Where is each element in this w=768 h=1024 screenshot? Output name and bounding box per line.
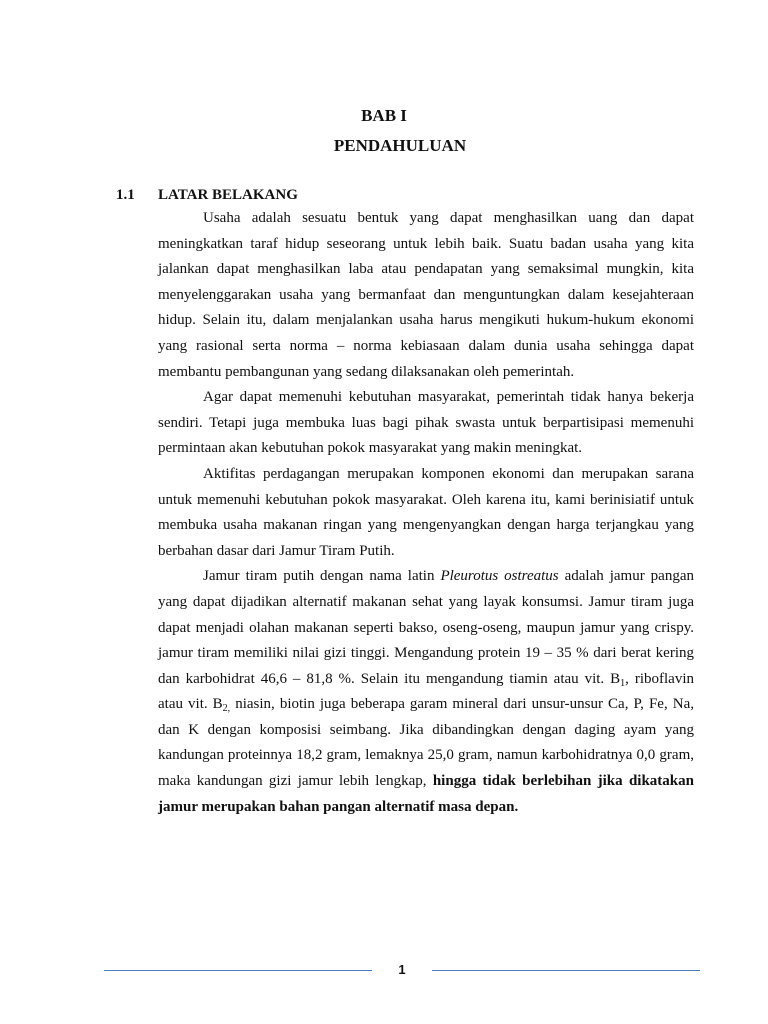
paragraph-2: Agar dapat memenuhi kebutuhan masyarakat, pemerintah tidak hanya bekerja sendiri. Tetapi juga membuka luas bagi pihak swasta untuk berpartisipasi memenuhi permintaan akan kebutuhan pokok masyarakat yang makin meningkat. bbox=[158, 389, 694, 457]
paragraph-4-text-3: , riboflavin atau vit. B bbox=[158, 670, 694, 713]
section-number: 1.1 bbox=[116, 187, 135, 203]
paragraph-4-text-4: niasin, biotin juga beberapa garam mineral dari unsur-unsur Ca, P, Fe, Na, dan K dengan komposisi seimbang. Jika dibandingkan dengan daging ayam yang kandungan proteinnya 18,2 gram, lemaknya 25,0 gram, namun karbohidratnya 0,0 gram, maka kandungan gizi jamur lebih lengkap, bbox=[158, 696, 694, 790]
chapter-label: BAB I bbox=[361, 106, 407, 125]
paragraph-4 bbox=[158, 564, 694, 820]
page-number: 1 bbox=[398, 962, 406, 977]
paragraph-1: Usaha adalah sesuatu bentuk yang dapat menghasilkan uang dan dapat meningkatkan taraf hidup seseorang untuk lebih baik. Suatu badan usaha yang kita jalankan dapat menghasilkan laba atau pendapatan yang semaksimal mungkin, kita menyelenggarakan usaha yang bermanfaat dan menguntungkan dalam kesejahteraan hidup. Selain itu, dalam menjalankan usaha harus mengikuti hukum-hukum ekonomi yang rasional serta norma – norma kebiasaan dalam dunia usaha sehingga dapat membantu pembangunan yang sedang dilaksanakan oleh pemerintah. bbox=[158, 210, 694, 380]
chapter-title: PENDAHULUAN bbox=[333, 136, 467, 155]
subscript-1: 1 bbox=[620, 677, 626, 689]
footer-rule-right bbox=[432, 970, 700, 971]
section-title: LATAR BELAKANG bbox=[158, 187, 298, 203]
body-text bbox=[158, 206, 694, 820]
paragraph-4-text-1: Jamur tiram putih dengan nama latin bbox=[203, 568, 441, 585]
paragraph-4-text-2: adalah jamur pangan yang dapat dijadikan alternatif makanan sehat yang layak konsumsi. Jamur tiram juga dapat menjadi olahan makanan seperti bakso, oseng-oseng, maupun jamur yang crispy. jamur tiram memiliki nilai gizi tinggi. Mengandung protein 19 – 35 % dari berat kering dan karbohidrat 46,6 – 81,8 %. Selain itu mengandung tiamin atau vit. B bbox=[158, 568, 694, 687]
paragraph-4-bold-text: hingga tidak berlebihan jika dikatakan jamur merupakan bahan pangan alternatif masa depan. bbox=[158, 773, 694, 815]
latin-name: Pleurotus ostreatus bbox=[440, 568, 559, 585]
footer-rule-left bbox=[104, 970, 372, 971]
subscript-2: 2, bbox=[222, 703, 231, 715]
paragraph-3: Aktifitas perdagangan merupakan komponen ekonomi dan merupakan sarana untuk memenuhi kebutuhan pokok masyarakat. Oleh karena itu, kami berinisiatif untuk membuka usaha makanan ringan yang mengenyangkan dengan harga terjangkau yang berbahan dasar dari Jamur Tiram Putih. bbox=[158, 465, 694, 559]
section-heading bbox=[116, 184, 298, 206]
